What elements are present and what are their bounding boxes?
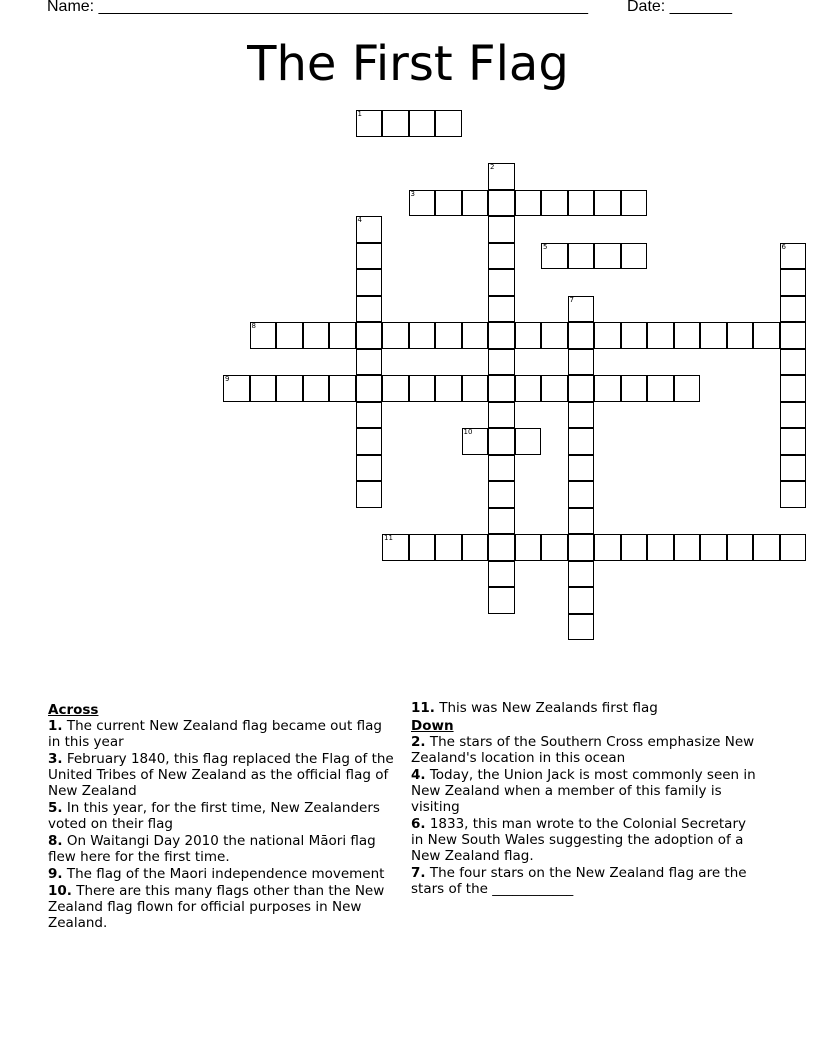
crossword-cell[interactable] xyxy=(329,375,356,402)
crossword-cell[interactable] xyxy=(409,322,436,349)
crossword-cell[interactable] xyxy=(727,322,754,349)
crossword-cell[interactable] xyxy=(647,322,674,349)
clue-across-10 xyxy=(48,883,398,931)
crossword-cell[interactable] xyxy=(488,455,515,482)
crossword-cell[interactable] xyxy=(568,455,595,482)
cell-number: 3 xyxy=(410,189,415,198)
clue-across-5 xyxy=(48,800,398,832)
clue-number: 4. xyxy=(411,767,426,783)
crossword-cell[interactable] xyxy=(329,322,356,349)
crossword-cell[interactable] xyxy=(356,269,383,296)
crossword-cell[interactable] xyxy=(250,375,277,402)
clue-number: 10. xyxy=(48,883,72,899)
clue-number: 9. xyxy=(48,866,63,882)
crossword-cell[interactable] xyxy=(462,375,489,402)
cell-number: 11 xyxy=(384,534,393,542)
crossword-cell[interactable] xyxy=(541,534,568,561)
crossword-cell[interactable] xyxy=(356,216,383,243)
clue-text: The stars of the Southern Cross emphasize New Zealand's location in this ocean xyxy=(411,734,755,766)
cell-number: 7 xyxy=(569,295,574,304)
crossword-cell[interactable] xyxy=(647,375,674,402)
crossword-cell[interactable] xyxy=(515,375,542,402)
crossword-cell[interactable] xyxy=(356,455,383,482)
clue-text: There are this many flags other than the New Zealand flag flown for official purposes in New Zealand. xyxy=(48,883,385,931)
clues-column-right xyxy=(411,700,761,898)
crossword-cell[interactable] xyxy=(541,375,568,402)
crossword-cell[interactable] xyxy=(462,534,489,561)
cell-number: 9 xyxy=(225,375,230,383)
crossword-cell[interactable] xyxy=(780,455,807,482)
crossword-cell[interactable] xyxy=(568,534,595,561)
crossword-cell[interactable] xyxy=(568,402,595,429)
crossword-cell[interactable] xyxy=(568,349,595,376)
crossword-cell[interactable] xyxy=(594,190,621,217)
clue-text: 1833, this man wrote to the Colonial Secretary in New South Wales suggesting the adoption of a New Zealand flag. xyxy=(411,816,746,864)
crossword-cell[interactable] xyxy=(541,322,568,349)
crossword-cell[interactable] xyxy=(488,534,515,561)
crossword-cell[interactable] xyxy=(435,190,462,217)
clue-number: 7. xyxy=(411,865,426,881)
crossword-cell[interactable] xyxy=(780,402,807,429)
crossword-cell[interactable] xyxy=(594,243,621,270)
crossword-cell[interactable] xyxy=(515,428,542,455)
clue-number: 6. xyxy=(411,816,426,832)
clue-across-8 xyxy=(48,833,398,865)
clue-across-3 xyxy=(48,751,398,799)
clue-number: 5. xyxy=(48,800,63,816)
crossword-cell[interactable] xyxy=(462,428,489,455)
clue-text: In this year, for the first time, New Zealanders voted on their flag xyxy=(48,800,380,832)
crossword-cell[interactable] xyxy=(594,375,621,402)
clue-number: 1. xyxy=(48,718,63,734)
crossword-cell[interactable] xyxy=(780,481,807,508)
crossword-cell[interactable] xyxy=(727,534,754,561)
crossword-cell[interactable] xyxy=(568,587,595,614)
crossword-cell[interactable] xyxy=(488,163,515,190)
cell-number: 8 xyxy=(251,322,256,330)
crossword-cell[interactable] xyxy=(700,322,727,349)
cell-number: 2 xyxy=(490,163,495,171)
crossword-cell[interactable] xyxy=(594,322,621,349)
crossword-cell[interactable] xyxy=(435,534,462,561)
crossword-cell[interactable] xyxy=(621,243,648,270)
crossword-cell[interactable] xyxy=(568,243,595,270)
crossword-cell[interactable] xyxy=(223,375,250,402)
crossword-cell[interactable] xyxy=(621,190,648,217)
cell-number: 10 xyxy=(463,428,473,436)
crossword-cell[interactable] xyxy=(568,561,595,588)
crossword-cell[interactable] xyxy=(435,322,462,349)
crossword-cell[interactable] xyxy=(488,190,515,217)
crossword-cell[interactable] xyxy=(356,428,383,455)
clue-text: This was New Zealands first flag xyxy=(439,700,658,716)
name-field-label: Name: _______________________________________________________ xyxy=(47,0,588,15)
crossword-cell[interactable] xyxy=(515,322,542,349)
clue-number: 3. xyxy=(48,751,63,767)
clue-across-9 xyxy=(48,866,398,882)
date-field-label: Date: _______ xyxy=(627,0,732,15)
clue-text: The current New Zealand flag became out flag in this year xyxy=(48,718,382,750)
crossword-cell[interactable] xyxy=(409,190,436,217)
crossword-cell[interactable] xyxy=(780,349,807,376)
clue-down-6 xyxy=(411,816,761,864)
cell-number: 1 xyxy=(357,110,362,118)
clue-text: Today, the Union Jack is most commonly seen in New Zealand when a member of this family is visiting xyxy=(411,767,756,815)
crossword-cell[interactable] xyxy=(382,110,409,137)
crossword-cell[interactable] xyxy=(674,375,701,402)
crossword-cell[interactable] xyxy=(621,322,648,349)
clue-text: On Waitangi Day 2010 the national Māori flag flew here for the first time. xyxy=(48,833,376,865)
clue-down-2 xyxy=(411,734,761,766)
clue-number: 11. xyxy=(411,700,435,716)
crossword-cell[interactable] xyxy=(488,428,515,455)
crossword-cell[interactable] xyxy=(488,269,515,296)
clue-text: February 1840, this flag replaced the Flag of the United Tribes of New Zealand as the official flag of New Zealand xyxy=(48,751,394,799)
across-heading: Across xyxy=(48,702,99,718)
down-heading: Down xyxy=(411,718,454,734)
crossword-cell[interactable] xyxy=(488,322,515,349)
crossword-cell[interactable] xyxy=(568,614,595,641)
clue-across-1 xyxy=(48,718,398,750)
clues-column-left xyxy=(48,700,398,932)
cell-number: 6 xyxy=(781,242,786,251)
crossword-cell[interactable] xyxy=(568,190,595,217)
crossword-cell[interactable] xyxy=(488,561,515,588)
crossword-cell[interactable] xyxy=(568,428,595,455)
crossword-cell[interactable] xyxy=(462,190,489,217)
crossword-cell[interactable] xyxy=(515,534,542,561)
clue-down-4 xyxy=(411,767,761,815)
crossword-cell[interactable] xyxy=(700,534,727,561)
crossword-cell[interactable] xyxy=(780,296,807,323)
crossword-cell[interactable] xyxy=(435,375,462,402)
crossword-cell[interactable] xyxy=(276,375,303,402)
crossword-cell[interactable] xyxy=(356,402,383,429)
crossword-cell[interactable] xyxy=(753,534,780,561)
crossword-cell[interactable] xyxy=(276,322,303,349)
crossword-cell[interactable] xyxy=(541,243,568,270)
clue-text: The four stars on the New Zealand flag are the stars of the ____________ xyxy=(411,865,747,897)
crossword-cell[interactable] xyxy=(488,402,515,429)
clue-number: 2. xyxy=(411,734,426,750)
crossword-cell[interactable] xyxy=(356,322,383,349)
crossword-cell[interactable] xyxy=(356,349,383,376)
crossword-cell[interactable] xyxy=(780,375,807,402)
crossword-cell[interactable] xyxy=(568,481,595,508)
crossword-cell[interactable] xyxy=(515,190,542,217)
crossword-cell[interactable] xyxy=(780,428,807,455)
crossword-cell[interactable] xyxy=(780,322,807,349)
crossword-cell[interactable] xyxy=(621,534,648,561)
crossword-cell[interactable] xyxy=(435,110,462,137)
crossword-cell[interactable] xyxy=(488,481,515,508)
crossword-cell[interactable] xyxy=(250,322,277,349)
crossword-cell[interactable] xyxy=(674,534,701,561)
crossword-cell[interactable] xyxy=(356,110,383,137)
crossword-cell[interactable] xyxy=(303,322,330,349)
crossword-cell[interactable] xyxy=(780,243,807,270)
crossword-cell[interactable] xyxy=(356,296,383,323)
crossword-cell[interactable] xyxy=(780,269,807,296)
crossword-cell[interactable] xyxy=(382,375,409,402)
crossword-cell[interactable] xyxy=(382,534,409,561)
crossword-cell[interactable] xyxy=(568,322,595,349)
crossword-cell[interactable] xyxy=(488,243,515,270)
crossword-cell[interactable] xyxy=(488,349,515,376)
crossword-cell[interactable] xyxy=(753,322,780,349)
crossword-cell[interactable] xyxy=(488,508,515,535)
crossword-cell[interactable] xyxy=(303,375,330,402)
crossword-cell[interactable] xyxy=(462,322,489,349)
cell-number: 5 xyxy=(543,242,548,251)
crossword-cell[interactable] xyxy=(488,296,515,323)
crossword-cell[interactable] xyxy=(488,375,515,402)
crossword-cell[interactable] xyxy=(356,375,383,402)
crossword-cell[interactable] xyxy=(382,322,409,349)
crossword-cell[interactable] xyxy=(488,587,515,614)
clue-down-7 xyxy=(411,865,761,897)
crossword-cell[interactable] xyxy=(621,375,648,402)
clue-number: 8. xyxy=(48,833,63,849)
crossword-cell[interactable] xyxy=(780,534,807,561)
crossword-cell[interactable] xyxy=(594,534,621,561)
crossword-cell[interactable] xyxy=(568,508,595,535)
crossword-cell[interactable] xyxy=(674,322,701,349)
crossword-cell[interactable] xyxy=(356,481,383,508)
crossword-cell[interactable] xyxy=(568,296,595,323)
clue-text: The flag of the Maori independence movement xyxy=(66,866,385,882)
crossword-cell[interactable] xyxy=(356,243,383,270)
crossword-cell[interactable] xyxy=(568,375,595,402)
crossword-cell[interactable] xyxy=(488,216,515,243)
clue-across-11 xyxy=(411,700,761,716)
cell-number: 4 xyxy=(357,216,362,224)
crossword-cell[interactable] xyxy=(409,375,436,402)
crossword-cell[interactable] xyxy=(409,534,436,561)
crossword-cell[interactable] xyxy=(409,110,436,137)
page-title: The First Flag xyxy=(247,36,569,92)
crossword-cell[interactable] xyxy=(647,534,674,561)
crossword-cell[interactable] xyxy=(541,190,568,217)
